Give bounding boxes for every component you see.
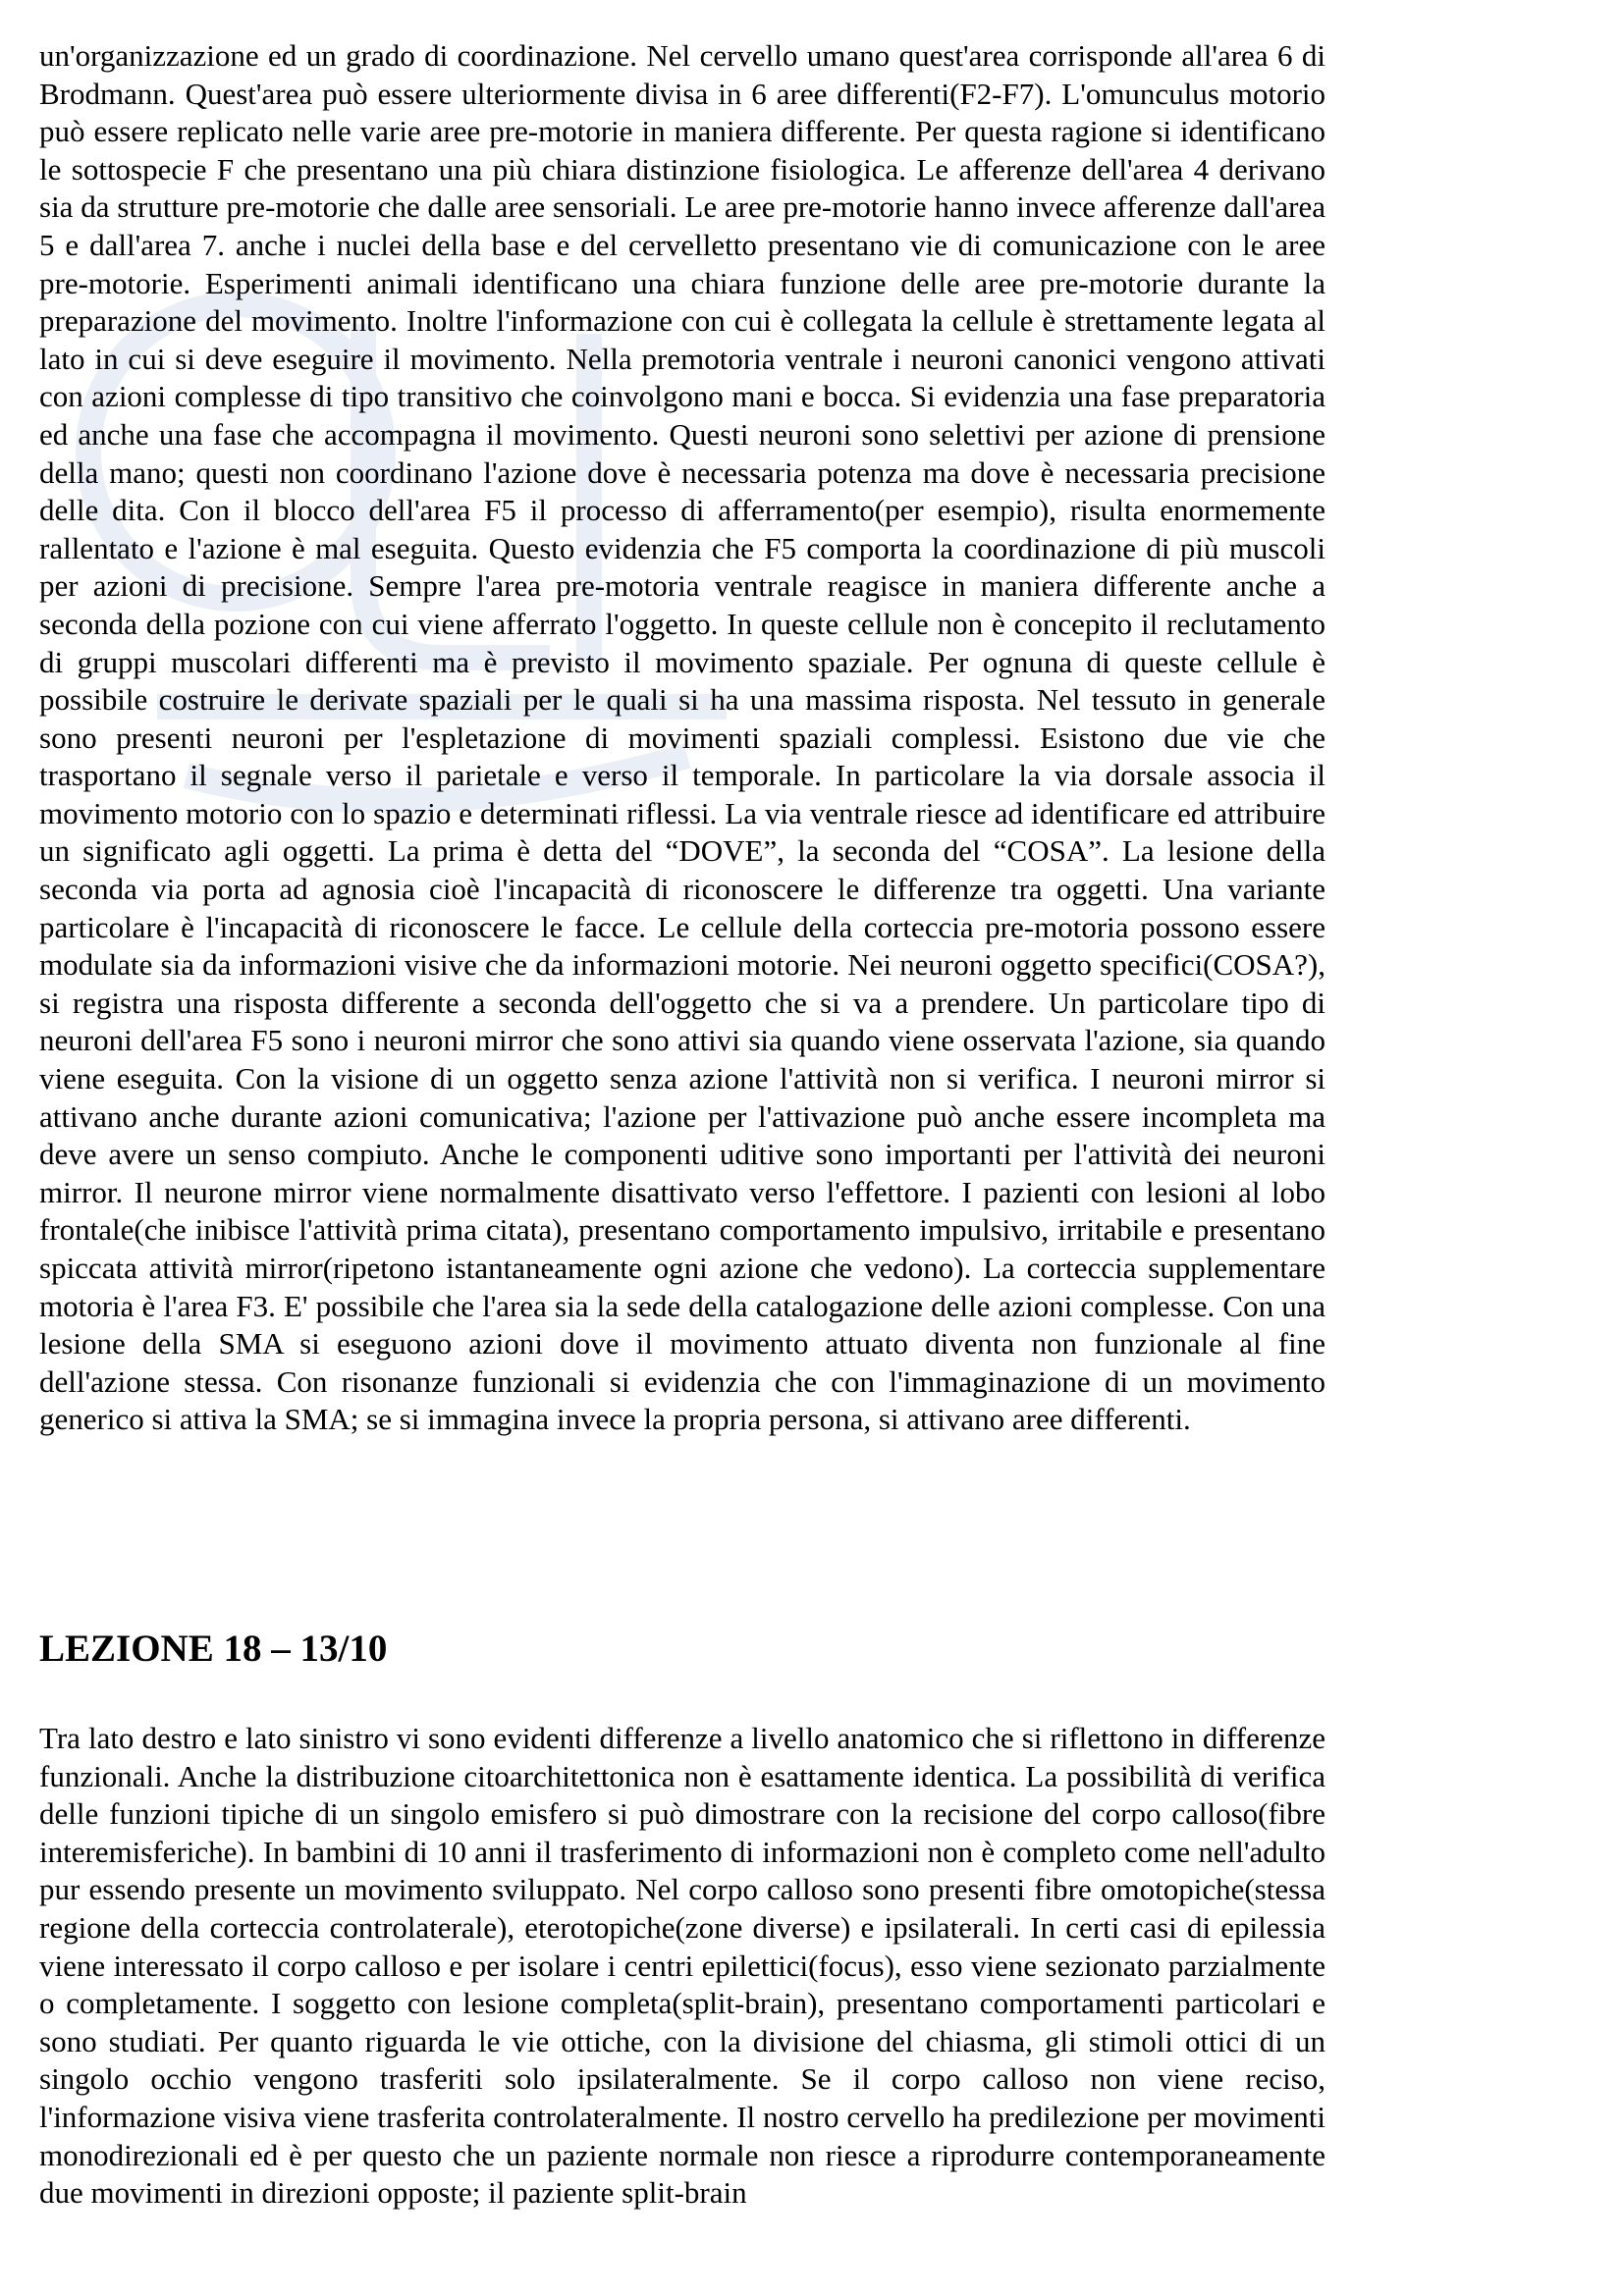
body-paragraph-1: un'organizzazione ed un grado di coordinazione. Nel cervello umano quest'area corrisponde all'area 6 di Brodmann. Quest'area può essere ulteriormente divisa in 6 aree differenti(F2-F7). L'omunculus motorio può essere replicato nelle varie aree pre-motorie in maniera differente. Per questa ragione si identificano le sottospecie F che presentano una più chiara distinzione fisiologica. Le afferenze dell'area 4 derivano sia da strutture pre-motorie che dalle aree sensoriali. Le aree pre-motorie hanno invece afferenze dall'area 5 e dall'area 7. anche i nuclei della base e del cervelletto presentano vie di comunicazione con le aree pre-motorie. Esperimenti animali identificano una chiara funzione delle aree pre-motorie durante la preparazione del movimento. Inoltre l'informazione con cui è collegata la cellule è strettamente legata al lato in cui si deve eseguire il movimento. Nella premotoria ventrale i neuroni canonici vengono attivati con azioni complesse di tipo transitivo che coinvolgono mani e bocca. Si evidenzia una fase preparatoria ed anche una fase che accompagna il movimento. Questi neuroni sono selettivi per azione di prensione della mano; questi non coordinano l'azione dove è necessaria potenza ma dove è necessaria precisione delle dita. Con il blocco dell'area F5 il processo di afferramento(per esempio), risulta enormemente rallentato e l'azione è mal eseguita. Questo evidenzia che F5 comporta la coordinazione di più muscoli per azioni di precisione. Sempre l'area pre-motoria ventrale reagisce in maniera differente anche a seconda della pozione con cui viene afferrato l'oggetto. In queste cellule non è concepito il reclutamento di gruppi muscolari differenti ma è previsto il movimento spaziale. Per ognuna di queste cellule è possibile costruire le derivate spaziali per le quali si ha una massima risposta. Nel tessuto in generale sono presenti neuroni per l'espletazione di movimenti spaziali complessi. Esistono due vie che trasportano il segnale verso il parietale e verso il temporale. In particolare la via dorsale associa il movimento motorio con lo spazio e determinati riflessi. La via ventrale riesce ad identificare ed attribuire un significato agli oggetti. La prima è detta del “DOVE”, la seconda del “COSA”. La lesione della seconda via porta ad agnosia cioè l'incapacità di riconoscere le differenze tra oggetti. Una variante particolare è l'incapacità di riconoscere le facce. Le cellule della corteccia pre-motoria possono essere modulate sia da informazioni visive che da informazioni motorie. Nei neuroni oggetto specifici(COSA?), si registra una risposta differente a seconda dell'oggetto che si va a prendere. Un particolare tipo di neuroni dell'area F5 sono i neuroni mirror che sono attivi sia quando viene osservata l'azione, sia quando viene eseguita. Con la visione di un oggetto senza azione l'attività non si verifica. I neuroni mirror si attivano anche durante azioni comunicativa; l'azione per l'attivazione può anche essere incompleta ma deve avere un senso compiuto. Anche le componenti uditive sono importanti per l'attività dei neuroni mirror. Il neurone mirror viene normalmente disattivato verso l'effettore. I pazienti con lesioni al lobo frontale(che inibisce l'attività prima citata), presentano comportamento impulsivo, irritabile e presentano spiccata attività mirror(ripetono istantaneamente ogni azione che vedono). La corteccia supplementare motoria è l'area F3. E' possibile che l'area sia la sede della catalogazione delle azioni complesse. Con una lesione della SMA si eseguono azioni dove il movimento attuato diventa non funzionale al fine dell'azione stessa. Con risonanze funzionali si evidenzia che con l'immaginazione di un movimento generico si attiva la SMA; se si immagina invece la propria persona, si attivano aree differenti. (39, 38, 1325, 1437)
lesson-heading: LEZIONE 18 – 13/10 (39, 1628, 388, 1670)
body-paragraph-2: Tra lato destro e lato sinistro vi sono evidenti differenze a livello anatomico che si riflettono in differenze funzionali. Anche la distribuzione citoarchitettonica non è esattamente identica. La possibilità di verifica delle funzioni tipiche di un singolo emisfero si può dimostrare con la recisione del corpo calloso(fibre interemisferiche). In bambini di 10 anni il trasferimento di informazioni non è completo come nell'adulto pur essendo presente un movimento sviluppato. Nel corpo calloso sono presenti fibre omotopiche(stessa regione della corteccia controlaterale), eterotopiche(zone diverse) e ipsilaterali. In certi casi di epilessia viene interessato il corpo calloso e per isolare i centri epilettici(focus), esso viene sezionato parzialmente o completamente. I soggetto con lesione completa(split-brain), presentano comportamenti particolari e sono studiati. Per quanto riguarda le vie ottiche, con la divisione del chiasma, gli stimoli ottici di un singolo occhio vengono trasferiti solo ipsilateralmente. Se il corpo calloso non viene reciso, l'informazione visiva viene trasferita controlateralmente. Il nostro cervello ha predilezione per movimenti monodirezionali ed è per questo che un paziente normale non riesce a riprodurre contemporaneamente due movimenti in direzioni opposte; il paziente split-brain (39, 1721, 1325, 2211)
